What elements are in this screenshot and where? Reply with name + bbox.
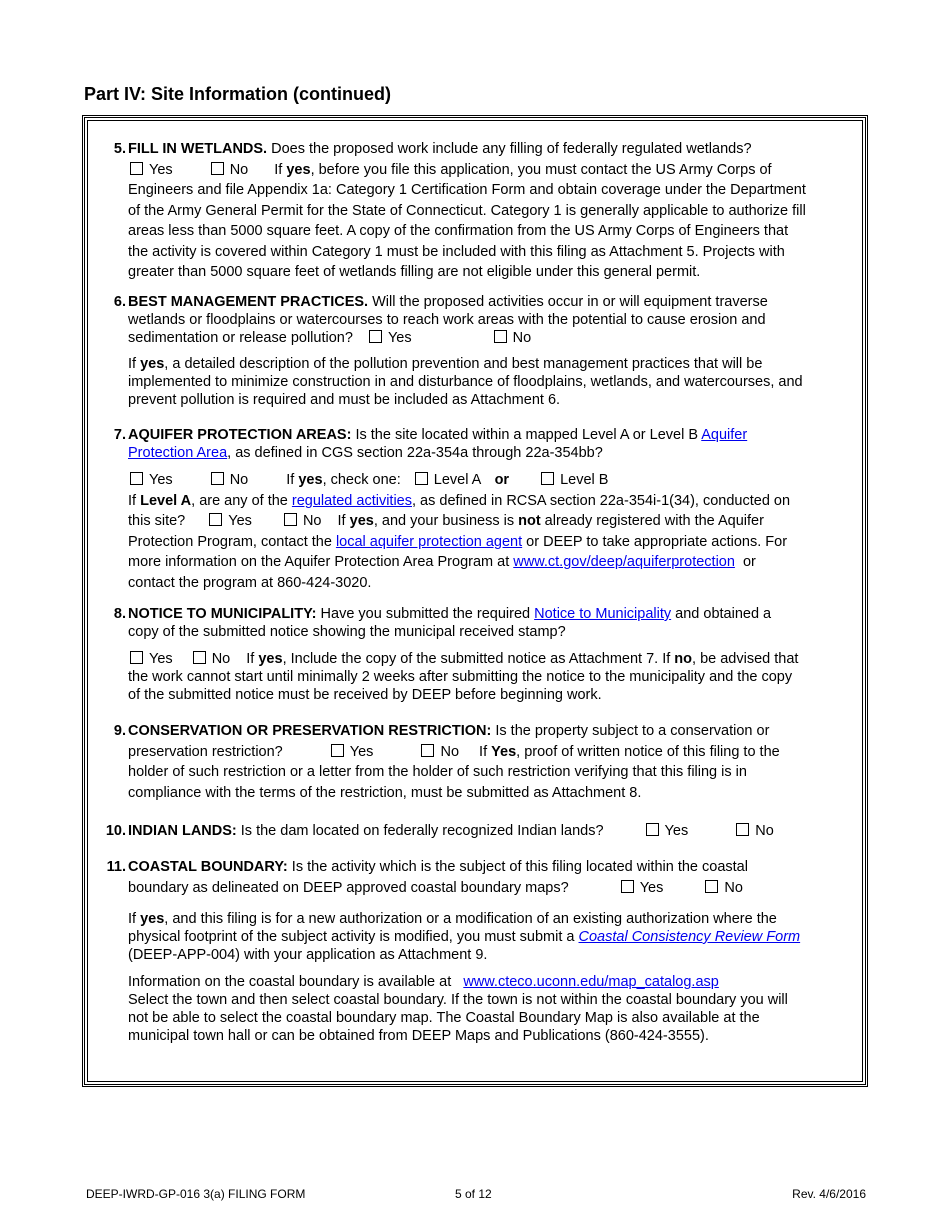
page-title: Part IV: Site Information (continued) [84,84,392,104]
text-line: prevent pollution is required and must be included as Attachment 6. [128,392,561,408]
q6-yes-checkbox[interactable] [369,330,382,343]
level-a-checkbox[interactable] [415,472,428,485]
form-section-box [82,115,868,1087]
notice-to-municipality-link[interactable]: Notice to Municipality [534,606,672,622]
text: Have you submitted the required [316,606,535,622]
text: If [274,161,287,178]
aquifer-protection-area-link-cont[interactable]: Protection Area [128,445,228,461]
text: sedimentation or release pollution? [128,330,353,346]
question-title: FILL IN WETLANDS. [128,141,268,157]
text: , before you file this application, you must contact the US Army Corps of [310,161,772,178]
yes-label: Yes [149,472,173,488]
text: physical footprint of the subject activity is modified, you must submit a [128,929,579,945]
text: Information on the coastal boundary is available at [128,974,464,990]
text: Is the property subject to a conservation or [491,723,770,739]
question-number: 8. [113,606,126,622]
emphasis: yes [286,161,311,178]
text: preservation restriction? [128,743,283,760]
question-text: Does the proposed work include any filling of federally regulated wetlands? [267,141,752,157]
text: If [337,513,350,529]
text: boundary as delineated on DEEP approved coastal boundary maps? [128,879,569,896]
text-line: the activity is covered within Category 1 must be included with this filing as Attachment 5. Projects with [128,243,785,260]
question-number: 11. [106,859,126,875]
q6-no-checkbox[interactable] [494,330,507,343]
question-title: BEST MANAGEMENT PRACTICES. [128,294,369,310]
text: , and your business is [373,513,519,529]
text: and obtained a [671,606,772,622]
text: Protection Program, contact the [128,533,336,550]
text: , proof of written notice of this filing to the [516,743,780,760]
yes-label: Yes [664,823,689,839]
no-label: No [440,743,460,760]
coastal-map-catalog-link[interactable]: www.cteco.uconn.edu/map_catalog.asp [463,974,719,990]
yes-label: Yes [149,161,173,178]
question-title: COASTAL BOUNDARY: [128,859,288,875]
text: , and this filing is for a new authorization or a modification of an existing authorization where the [164,911,777,927]
q7-activities-no-checkbox[interactable] [284,513,297,526]
aquifer-agent-link[interactable]: local aquifer protection agent [335,533,523,550]
text: , as defined in RCSA section 22a-354i-1(34), conducted on [412,492,791,509]
yes-label: Yes [149,651,173,667]
footer-form-id: DEEP-IWRD-GP-016 3(a) FILING FORM [86,1187,306,1201]
question-title: NOTICE TO MUNICIPALITY: [128,606,317,622]
text: If [128,492,141,509]
emphasis: Yes [491,743,517,760]
emphasis: not [518,513,541,529]
no-label: No [211,651,231,667]
yes-label: Yes [228,513,252,529]
text-line: municipal town hall or can be obtained from DEEP Maps and Publications (860-424-3555). [128,1028,709,1044]
text-line: compliance with the terms of the restriction, must be submitted as Attachment 8. [128,784,642,801]
text: , as defined in CGS section 22a-354a through 22a-354bb? [227,445,603,461]
text-line: Engineers and file Appendix 1a: Category 1 Certification Form and obtain coverage under the Department [128,182,806,198]
q5-no-checkbox[interactable] [211,162,224,175]
emphasis: yes [258,651,283,667]
text: already registered with the Aquifer [540,513,764,529]
footer-page-number: 5 of 12 [455,1187,492,1201]
text-line: Select the town and then select coastal boundary. If the town is not within the coastal boundary you will [128,992,788,1008]
text-line: (DEEP-APP-004) with your application as Attachment 9. [128,947,488,963]
text-line: of the Army General Permit for the State of Connecticut. Category 1 is generally applicable to authorize fill [128,202,806,219]
question-number: 6. [113,294,126,310]
text: Is the site located within a mapped Level A or Level B [351,427,702,443]
yes-label: Yes [349,743,374,760]
text: or [734,554,756,570]
question-title: AQUIFER PROTECTION AREAS: [128,427,352,443]
q8-no-checkbox[interactable] [193,651,206,664]
text: If [128,911,141,927]
text-line: holder of such restriction or a letter from the holder of such restriction verifying that this filing is in [128,764,747,780]
no-label: No [512,330,532,346]
text: , a detailed description of the pollution prevention and best management practices that will be [164,356,763,372]
text: Is the dam located on federally recognized Indian lands? [236,823,604,839]
footer-revision: Rev. 4/6/2016 [792,1187,866,1201]
text-line: implemented to minimize construction in and disturbance of floodplains, wetlands, and watercourses, and [128,374,803,390]
level-a-label: Level A [433,472,481,488]
yes-label: Yes [639,879,664,896]
q11-yes-checkbox[interactable] [621,880,634,893]
q8-yes-checkbox[interactable] [130,651,143,664]
text: Is the activity which is the subject of this filing located within the coastal [287,859,748,875]
q10-yes-checkbox[interactable] [646,823,659,836]
text: If [479,743,492,760]
question-title: INDIAN LANDS: [128,823,237,839]
text: , check one: [322,472,401,488]
text: Will the proposed activities occur in or will equipment traverse [368,294,768,310]
q7-no-checkbox[interactable] [211,472,224,485]
or-label: or [494,472,510,488]
no-label: No [229,161,249,178]
link-text: Coastal Consistency Review Form [578,929,801,945]
emphasis: yes [298,472,323,488]
text-line: greater than 5000 square feet of wetlands filling are not eligible under this general permit. [128,264,701,280]
question-number: 10. [105,823,126,839]
text-line: wetlands or floodplains or watercourses to reach work areas with the potential to cause erosion and [128,312,766,328]
text-line: not be able to select the coastal boundary map. The Coastal Boundary Map is also available at the [128,1010,760,1026]
form-section-inner-border [87,120,863,1082]
emphasis: no [674,651,693,667]
no-label: No [724,879,743,896]
q10-no-checkbox[interactable] [736,823,749,836]
q9-no-checkbox[interactable] [421,744,434,757]
no-label: No [755,823,774,839]
emphasis: yes [140,911,165,927]
aquifer-protection-url-link[interactable]: www.ct.gov/deep/aquiferprotection [513,554,735,570]
text-line: the work cannot start until minimally 2 weeks after submitting the notice to the municipality and the copy [128,669,793,685]
level-b-label: Level B [560,472,609,488]
coastal-consistency-form-link[interactable] [579,929,801,945]
q7-activities-yes-checkbox[interactable] [209,513,222,526]
text: or DEEP to take appropriate actions. For [522,533,788,550]
text-line: copy of the submitted notice showing the municipal received stamp? [128,624,566,640]
emphasis: Level A [140,492,192,509]
q11-no-checkbox[interactable] [705,880,718,893]
text: If [286,472,299,488]
text-line: of the submitted notice must be received by DEEP before beginning work. [128,687,602,703]
text: If [246,651,259,667]
q7-yes-checkbox[interactable] [130,472,143,485]
text-line: areas less than 5000 square feet. A copy of the confirmation from the US Army Corps of Engineers that [128,223,789,239]
question-number: 7. [113,427,126,443]
emphasis: yes [140,356,165,372]
text: this site? [128,513,186,529]
text-line: contact the program at 860-424-3020. [128,574,372,591]
question-number: 5. [113,141,126,157]
q9-yes-checkbox[interactable] [331,744,344,757]
aquifer-protection-area-link[interactable]: Aquifer [701,427,748,443]
level-b-checkbox[interactable] [541,472,554,485]
regulated-activities-link[interactable]: regulated activities [291,492,412,509]
no-label: No [302,513,322,529]
no-label: No [229,472,249,488]
text: more information on the Aquifer Protection Area Program at [128,554,514,570]
q5-yes-checkbox[interactable] [130,162,143,175]
question-title: CONSERVATION OR PRESERVATION RESTRICTION: [128,723,492,739]
text: , Include the copy of the submitted notice as Attachment 7. If [282,651,675,667]
emphasis: yes [349,513,374,529]
yes-label: Yes [387,330,412,346]
text: If [128,356,141,372]
text: , are any of the [191,492,292,509]
text: , be advised that [692,651,799,667]
question-number: 9. [113,723,126,739]
